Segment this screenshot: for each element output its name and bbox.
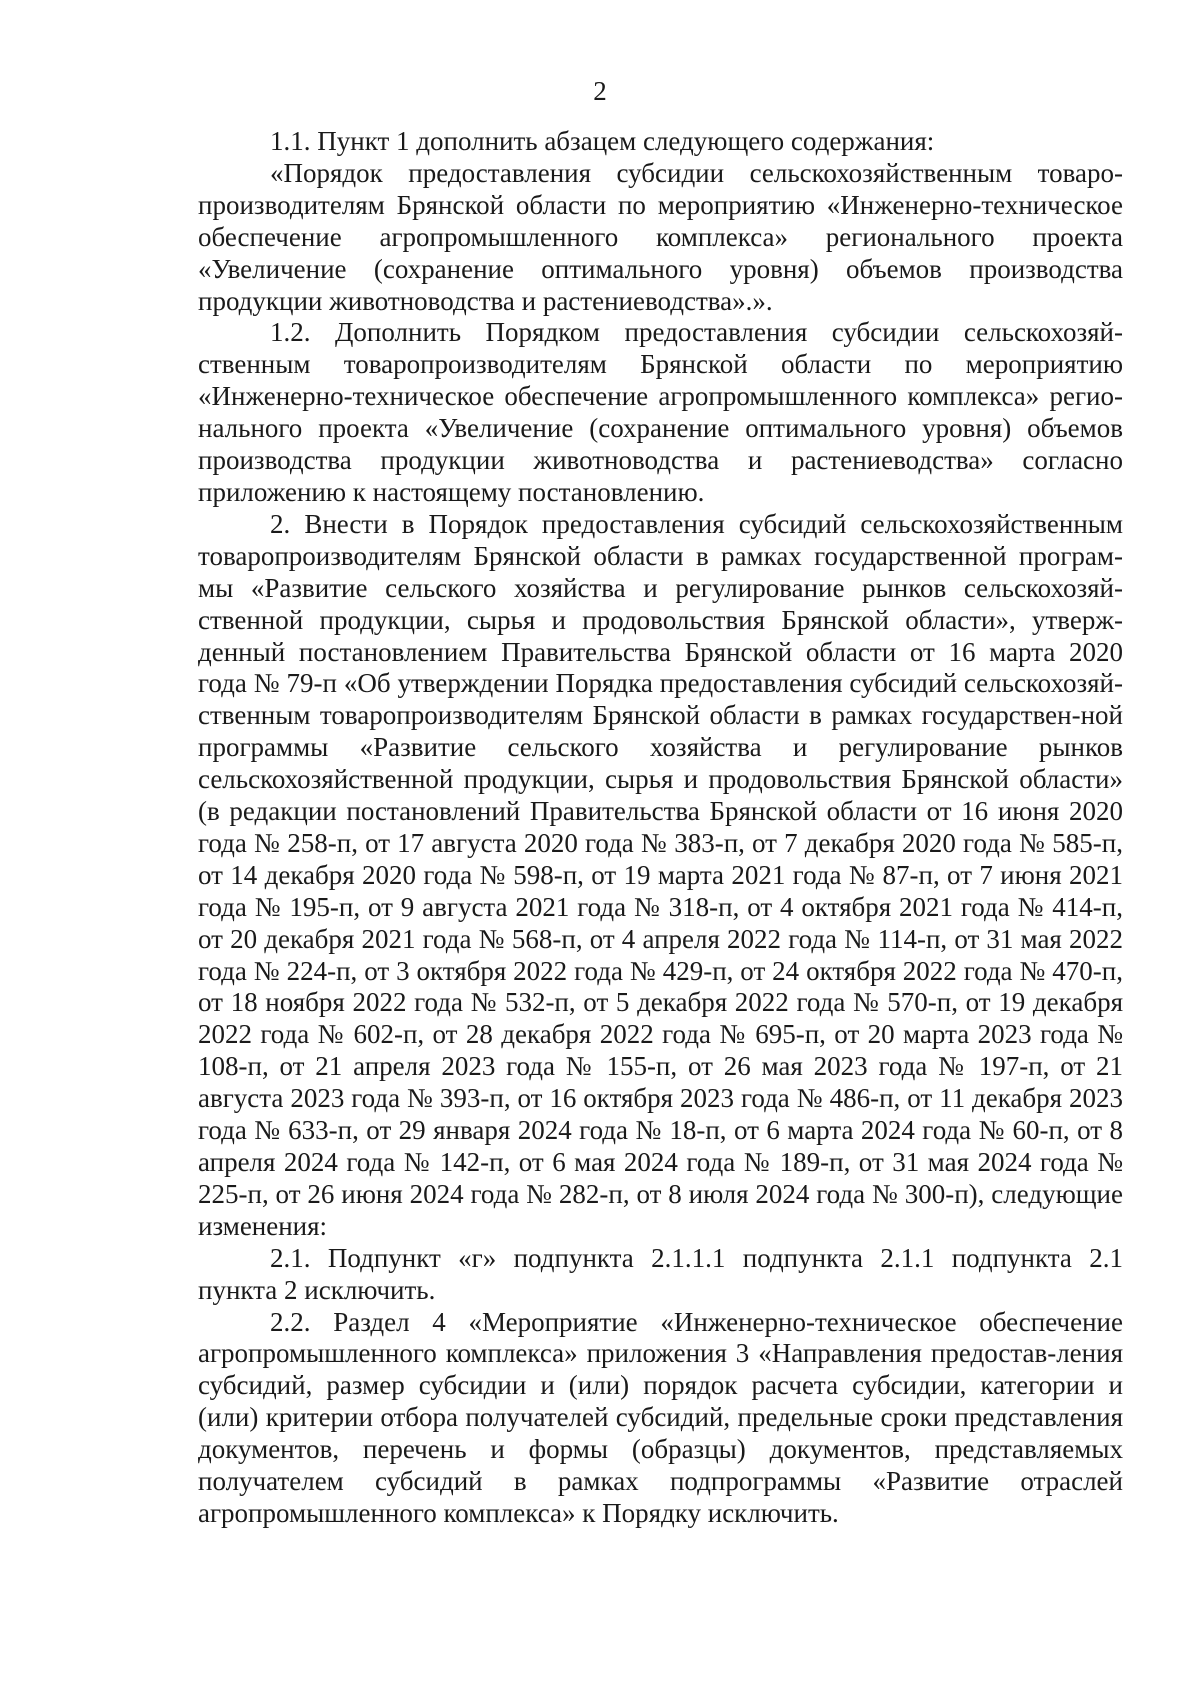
page-number: 2 bbox=[593, 76, 607, 106]
paragraph-2-1: 2.1. Подпункт «г» подпункта 2.1.1.1 подпункта 2.1.1 подпункта 2.1 пункта 2 исключить. bbox=[198, 1242, 1123, 1305]
paragraph-2-2: 2.2. Раздел 4 «Мероприятие «Инженерно-техническое обеспечение агропромышленного комплекса» приложения 3 «Направления предостав-ления субсидий, размер субсидии и (или) порядок расчета субсидии, категории и (или) критерии отбора получателей субсидий, предельные сроки представления документов, перечень и формы (образцы) документов, представляемых получателем субсидий в рамках подпрограммы «Развитие отраслей агропромышленного комплекса» к Порядку исключить. bbox=[198, 1306, 1123, 1528]
document-body bbox=[198, 126, 1123, 1530]
paragraph-1-1-quote: «Порядок предоставления субсидии сельскохозяйственным товаро-производителям Брянской области по мероприятию «Инженерно-техническое обеспечение агропромышленного комплекса» регионального проекта «Увеличение (сохранение оптимального уровня) объемов производства продукции животноводства и растениеводства».». bbox=[198, 157, 1123, 316]
paragraph-1-2: 1.2. Дополнить Порядком предоставления субсидии сельскохозяй-ственным товаропроизводителям Брянской области по мероприятию «Инженерно-техническое обеспечение агропромышленного комплекса» регио-нального проекта «Увеличение (сохранение оптимального уровня) объемов производства продукции животноводства и растениеводства» согласно приложению к настоящему постановлению. bbox=[198, 317, 1123, 507]
paragraph-2: 2. Внести в Порядок предоставления субсидий сельскохозяйственным товаропроизводителям Брянской области в рамках государственной програм-мы «Развитие сельского хозяйства и регулирование рынков сельскохозяй-ственной продукции, сырья и продовольствия Брянской области», утверж-денный постановлением Правительства Брянской области от 16 марта 2020 года № 79-п «Об утверждении Порядка предоставления субсидий сельскохозяй-ственным товаропроизводителям Брянской области в рамках государствен-ной программы «Развитие сельского хозяйства и регулирование рынков сельскохозяйственной продукции, сырья и продовольствия Брянской области» (в редакции постановлений Правительства Брянской области от 16 июня 2020 года № 258-п, от 17 августа 2020 года № 383-п, от 7 декабря 2020 года № 585-п, от 14 декабря 2020 года № 598-п, от 19 марта 2021 года № 87-п, от 7 июня 2021 года № 195-п, от 9 августа 2021 года № 318-п, от 4 октября 2021 года № 414-п, от 20 декабря 2021 года № 568-п, от 4 апреля 2022 года № 114-п, от 31 мая 2022 года № 224-п, от 3 октября 2022 года № 429-п, от 24 октября 2022 года № 470-п, от 18 ноября 2022 года № 532-п, от 5 декабря 2022 года № 570-п, от 19 декабря 2022 года № 602-п, от 28 декабря 2022 года № 695-п, от 20 марта 2023 года № 108-п, от 21 апреля 2023 года № 155-п, от 26 мая 2023 года № 197-п, от 21 августа 2023 года № 393-п, от 16 октября 2023 года № 486-п, от 11 декабря 2023 года № 633-п, от 29 января 2024 года № 18-п, от 6 марта 2024 года № 60-п, от 8 апреля 2024 года № 142-п, от 6 мая 2024 года № 189-п, от 31 мая 2024 года № 225-п, от 26 июня 2024 года № 282-п, от 8 июля 2024 года № 300-п), следующие изменения: bbox=[198, 508, 1123, 1241]
paragraph-1-1: 1.1. Пункт 1 дополнить абзацем следующего содержания: bbox=[270, 126, 935, 156]
